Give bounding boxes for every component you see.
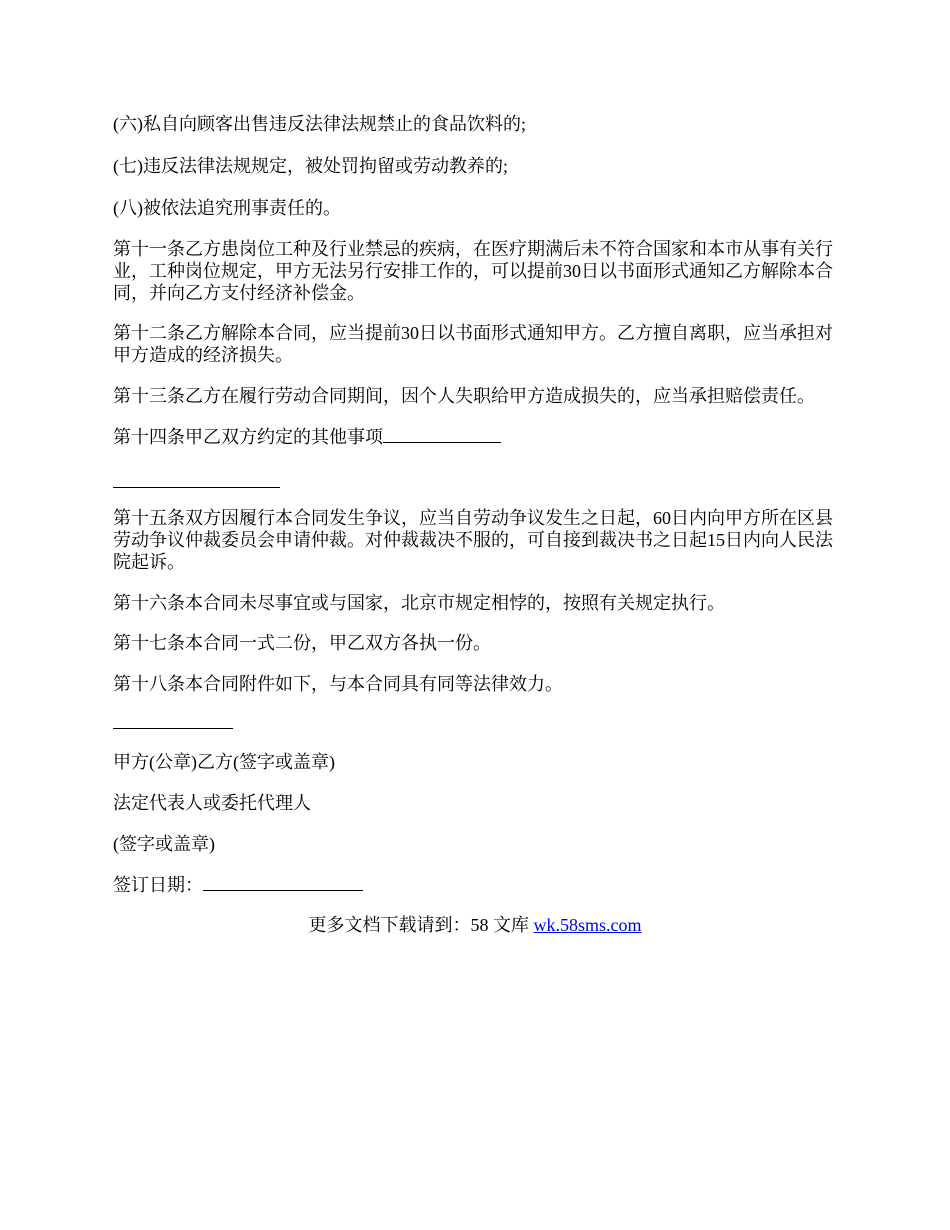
article-14-continuation-line [113, 487, 280, 488]
footer-link[interactable]: wk.58sms.com [533, 915, 642, 935]
article-11: 第十一条乙方患岗位工种及行业禁忌的疾病，在医疗期满后未不符合国家和本市从事有关行业，工种岗位规定，甲方无法另行安排工作的，可以提前30日以书面形式通知乙方解除本合同，并向乙方支付经济补偿金。 [113, 239, 833, 303]
article-15: 第十五条双方因履行本合同发生争议，应当自劳动争议发生之日起，60日内向甲方所在区县劳动争议仲裁委员会申请仲裁。对仲裁裁决不服的，可自接到裁决书之日起15日内向人民法院起诉。 [113, 508, 833, 572]
clause-item-7: (七)违反法律法规规定，被处罚拘留或劳动教养的; [113, 156, 508, 176]
attachment-blank-line [113, 728, 233, 729]
article-18: 第十八条本合同附件如下，与本合同具有同等法律效力。 [113, 674, 563, 694]
article-16: 第十六条本合同未尽事宜或与国家，北京市规定相悖的，按照有关规定执行。 [113, 593, 725, 613]
signing-date-blank-line [203, 874, 363, 891]
signature-sign-or-seal: (签字或盖章) [113, 834, 215, 854]
signature-parties: 甲方(公章)乙方(签字或盖章) [113, 752, 335, 772]
article-14-text: 第十四条甲乙双方约定的其他事项 [113, 427, 383, 447]
article-13: 第十三条乙方在履行劳动合同期间，因个人失职给甲方造成损失的，应当承担赔偿责任。 [113, 386, 815, 406]
article-17: 第十七条本合同一式二份，甲乙双方各执一份。 [113, 633, 491, 653]
footer-text: 更多文档下载请到：58 文库 [308, 915, 534, 935]
clause-item-6: (六)私自向顾客出售违反法律法规禁止的食品饮料的; [113, 114, 526, 134]
article-12: 第十二条乙方解除本合同，应当提前30日以书面形式通知甲方。乙方擅自离职，应当承担对甲方造成的经济损失。 [113, 323, 833, 365]
signature-representative: 法定代表人或委托代理人 [113, 793, 311, 813]
clause-item-8: (八)被依法追究刑事责任的。 [113, 198, 341, 218]
download-footer [0, 914, 950, 936]
signing-date [113, 874, 838, 896]
signing-date-label: 签订日期： [113, 875, 203, 895]
article-14-blank-line [383, 426, 501, 443]
article-14 [113, 426, 838, 448]
